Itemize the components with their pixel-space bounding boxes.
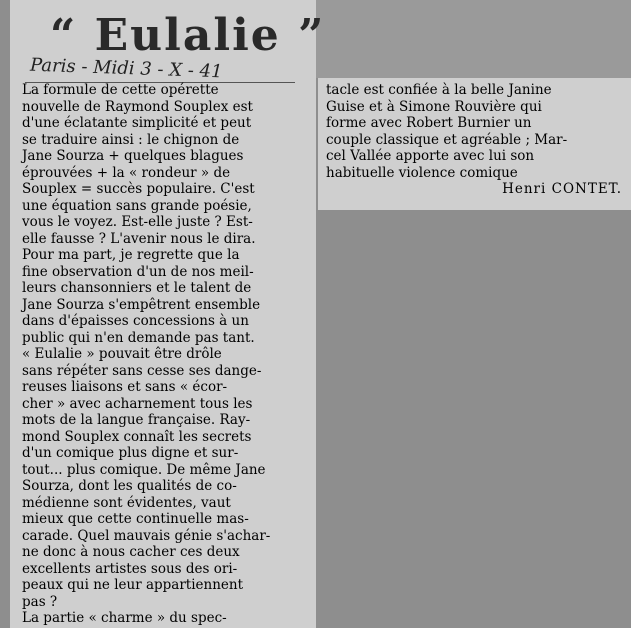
author-signature: Henri CONTET. (502, 181, 622, 197)
text-line: vous le voyez. Est-elle juste ? Est- (22, 214, 253, 230)
text-line: reuses liaisons et sans « écor- (22, 379, 228, 395)
text-line: forme avec Robert Burnier un (326, 115, 532, 131)
left-column (22, 82, 306, 627)
text-line: excellents artistes sous des ori- (22, 560, 238, 577)
text-line: Jane Sourza s'empêtrent ensemble (22, 296, 261, 313)
text-line: tacle est confiée à la belle Janine (326, 82, 552, 98)
text-line: d'un comique plus digne et sur- (22, 445, 239, 461)
text-line: pas ? (22, 593, 58, 610)
text-line: médienne sont évidentes, vaut (22, 494, 231, 511)
text-line: cher » avec acharnement tous les (22, 395, 253, 412)
text-line: fine observation d'un de nos meil- (22, 263, 254, 280)
article-title: “ Eulalie ” (50, 10, 326, 61)
text-line: Souplex = succès populaire. C'est (22, 181, 255, 197)
text-line: mots de la langue française. Ray- (22, 412, 251, 428)
text-line: leurs chansonniers et le talent de (22, 280, 252, 296)
text-line: éprouvées + la « rondeur » de (22, 164, 231, 181)
text-line: une équation sans grande poésie, (22, 197, 252, 214)
text-line: habituelle violence comique (326, 164, 518, 181)
text-line: Jane Sourza + quelques blagues (22, 148, 244, 164)
text-line: mieux que cette continuelle mas- (22, 511, 249, 527)
text-line: tout... plus comique. De même Jane (22, 461, 266, 478)
text-line: « Eulalie » pouvait être drôle (22, 346, 222, 362)
text-line: mond Souplex connaît les secrets (22, 428, 252, 445)
text-line: carade. Quel mauvais génie s'achar- (22, 527, 271, 544)
background-strip (316, 0, 631, 78)
right-column (326, 82, 622, 198)
text-line: couple classique et agréable ; Mar- (326, 131, 568, 148)
text-line: public qui n'en demande pas tant. (22, 329, 255, 346)
text-line: Sourza, dont les qualités de co- (22, 478, 237, 494)
text-line: La partie « charme » du spec- (22, 610, 227, 626)
text-line: elle fausse ? L'avenir nous le dira. (22, 230, 256, 247)
text-line: Pour ma part, je regrette que la (22, 247, 240, 263)
text-line: dans d'épaisses concessions à un (22, 313, 249, 329)
text-line: Guise et à Simone Rouvière qui (326, 98, 542, 115)
text-line: peaux qui ne leur appartiennent (22, 577, 244, 593)
text-line: La formule de cette opérette (22, 82, 219, 98)
text-line: sans répéter sans cesse ses dange- (22, 362, 262, 379)
text-line: nouvelle de Raymond Souplex est (22, 98, 253, 115)
text-line: ne donc à nous cacher ces deux (22, 544, 240, 560)
text-line: se traduire ainsi : le chignon de (22, 131, 240, 148)
handwritten-source-note: Paris - Midi 3 - X - 41 (29, 54, 223, 83)
text-line: d'une éclatante simplicité et peut (22, 115, 252, 131)
text-line: cel Vallée apporte avec lui son (326, 148, 535, 164)
